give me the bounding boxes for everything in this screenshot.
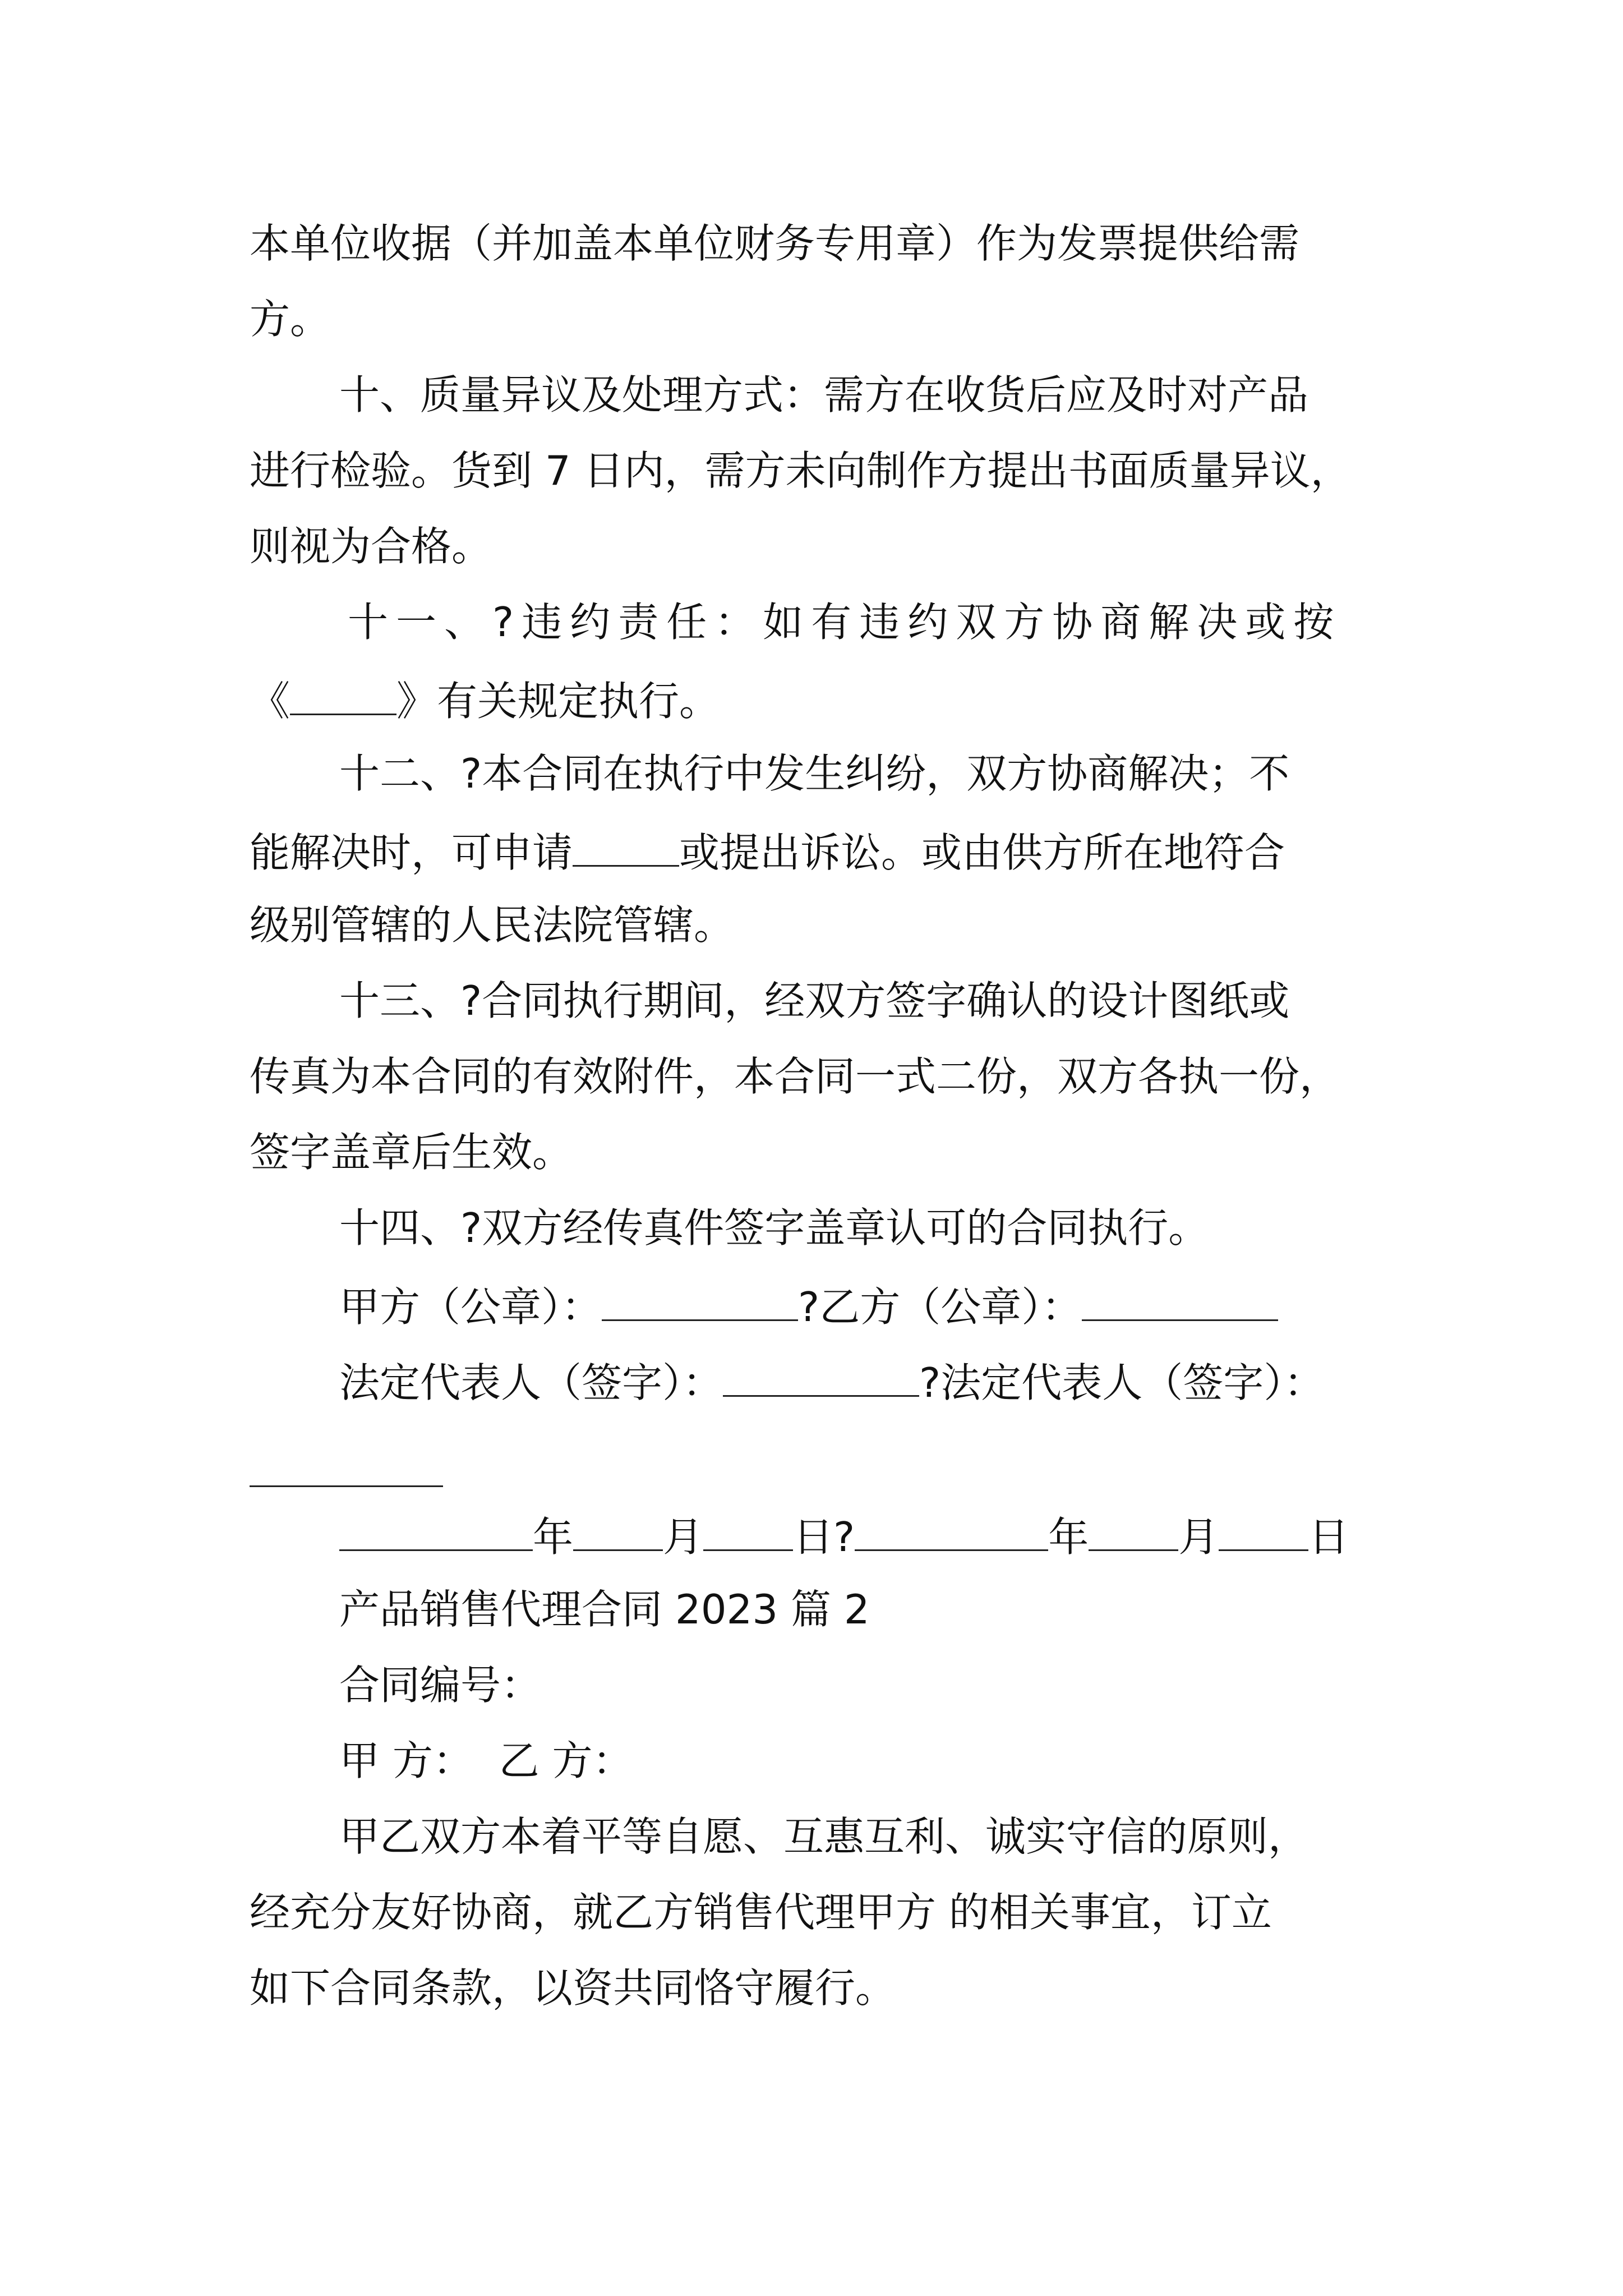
party-b-rep-label: ?法定代表人（签字）：: [919, 1359, 1325, 1406]
clause-14-line-1: 十四、?双方经传真件签字盖章认可的合同执行。: [339, 1204, 1209, 1251]
section-title: 产品销售代理合同 2023 篇 2: [339, 1586, 870, 1633]
clause-10-line-2: 进行检验。货到 7 日内，需方未向制作方提出书面质量异议，: [250, 447, 1351, 494]
clause-11-close-text: 》有关规定执行。: [396, 678, 720, 725]
intro-line-3: 如下合同条款，以资共同恪守履行。: [250, 1964, 896, 2012]
clause-12-post-text: 或提出诉讼。或由供方所在地符合: [679, 829, 1285, 876]
date-b-day-blank[interactable]: [1219, 1513, 1308, 1551]
date-a-day-blank[interactable]: [703, 1513, 793, 1551]
date-b-day-label: 日: [1308, 1513, 1349, 1561]
signature-rep-line: [339, 1359, 1325, 1406]
date-b-year-blank[interactable]: [855, 1513, 1048, 1551]
date-b-month-label: 月: [1178, 1513, 1219, 1561]
date-a-month-label: 月: [663, 1513, 704, 1561]
date-a-day-label: 日?: [793, 1513, 855, 1561]
parties-label: 甲 方： 乙 方：: [339, 1737, 633, 1784]
party-a-rep-label: 法定代表人（签字）：: [339, 1359, 723, 1406]
intro-line-2: 经充分友好协商，就乙方销售代理甲方 的相关事宜，订立: [250, 1889, 1272, 1936]
date-a-month-blank[interactable]: [573, 1513, 663, 1551]
clause-13-line-2: 传真为本合同的有效附件，本合同一式二份，双方各执一份，: [250, 1053, 1340, 1100]
date-a-year-label: 年: [533, 1513, 574, 1561]
arbitration-blank[interactable]: [573, 829, 679, 867]
intro-line-1: 甲乙双方本着平等自愿、互惠互利、诚实守信的原则，: [339, 1813, 1309, 1860]
clause-12-line-1: 十二、?本合同在执行中发生纠纷，双方协商解决；不: [339, 750, 1290, 797]
clause-11-line-2: [250, 678, 720, 725]
party-a-seal-blank[interactable]: [602, 1283, 798, 1321]
clause-13-line-3: 签字盖章后生效。: [250, 1129, 573, 1176]
party-a-seal-label: 甲方（公章）：: [339, 1283, 602, 1331]
contract-number-label: 合同编号：: [339, 1662, 542, 1709]
clause-12-line-2: [250, 829, 1285, 876]
clause-9-line-1: 本单位收据（并加盖本单位财务专用章）作为发票提供给需: [250, 220, 1300, 267]
date-line: [339, 1513, 1349, 1561]
clause-12-pre-text: 能解决时，可申请: [250, 829, 573, 876]
date-a-year-blank[interactable]: [339, 1513, 533, 1551]
clause-11-line-1: 十一、?违约责任：如有违约双方协商解决或按: [348, 599, 1342, 646]
party-b-rep-blank[interactable]: [250, 1485, 443, 1487]
clause-11-open-quote: 《: [250, 678, 291, 725]
party-b-seal-blank[interactable]: [1082, 1283, 1278, 1321]
date-b-year-label: 年: [1048, 1513, 1089, 1561]
clause-12-line-3: 级别管辖的人民法院管辖。: [250, 901, 735, 949]
law-name-blank[interactable]: [290, 678, 396, 715]
signature-party-line: [339, 1283, 1278, 1331]
party-b-seal-label: ?乙方（公章）：: [798, 1283, 1082, 1331]
clause-13-line-1: 十三、?合同执行期间，经双方签字确认的设计图纸或: [339, 977, 1290, 1024]
date-b-month-blank[interactable]: [1089, 1513, 1178, 1551]
party-a-rep-blank[interactable]: [723, 1359, 919, 1397]
clause-9-line-2: 方。: [250, 296, 331, 343]
clause-10-line-1: 十、质量异议及处理方式：需方在收货后应及时对产品: [339, 371, 1309, 418]
clause-10-line-3: 则视为合格。: [250, 523, 492, 570]
